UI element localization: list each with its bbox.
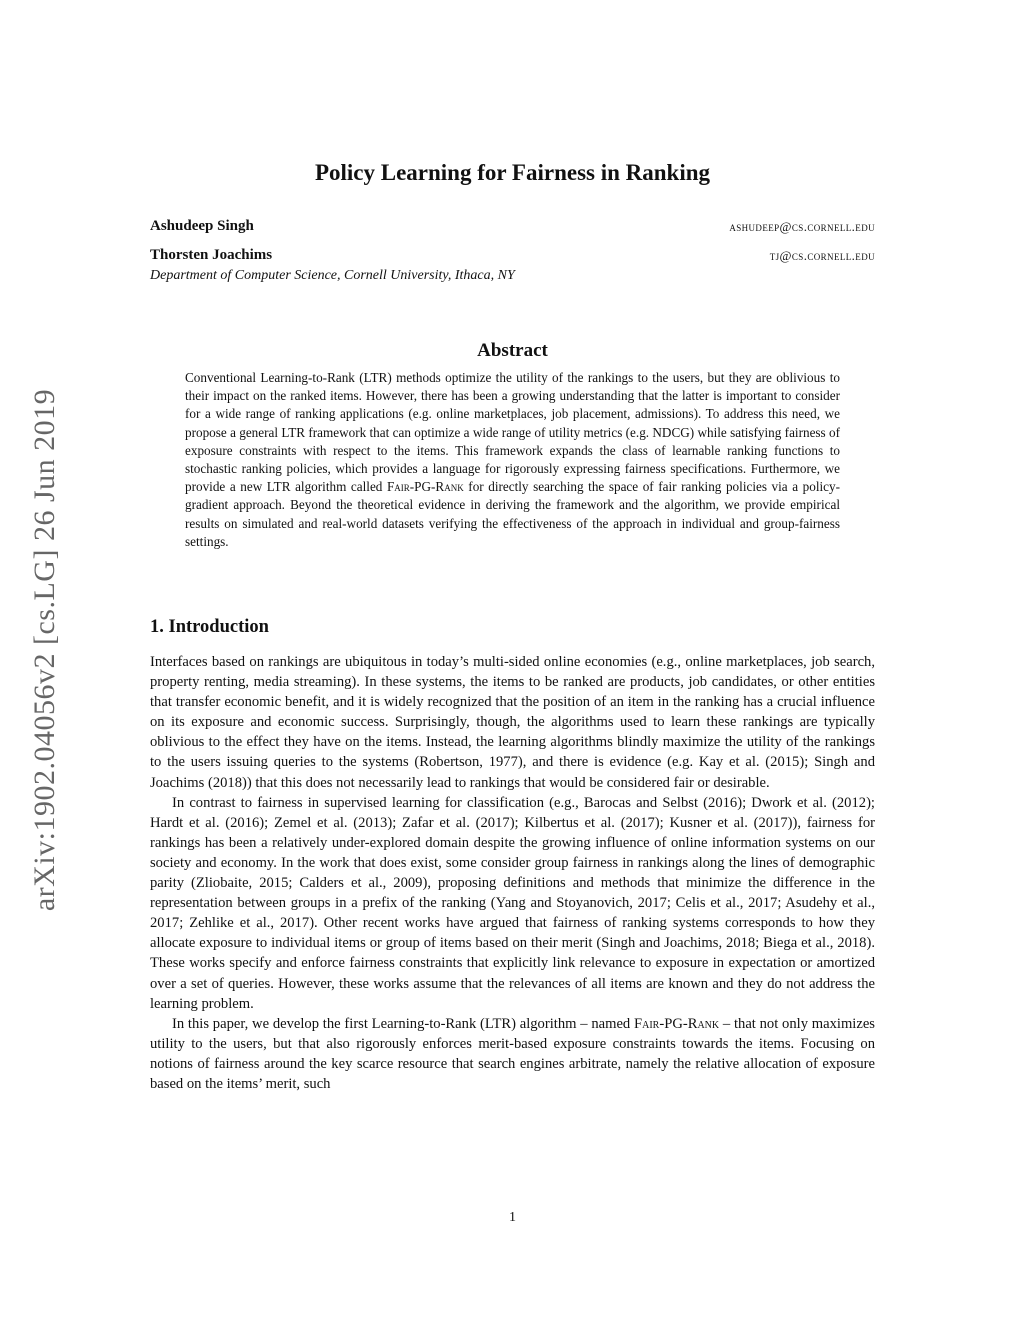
algorithm-name: Fair-PG-Rank xyxy=(634,1015,720,1032)
arxiv-sidebar xyxy=(20,350,70,950)
arxiv-identifier: arXiv:1902.04056v2 [cs.LG] 26 Jun 2019 xyxy=(28,388,61,912)
algorithm-name: Fair-PG-Rank xyxy=(386,479,464,495)
introduction-body xyxy=(150,652,875,1094)
author-email[interactable]: tj@cs.cornell.edu xyxy=(769,248,875,263)
author-row xyxy=(150,247,875,264)
paragraph-text: – that not only maximizes utility to the users, but that also rigorously enforces merit-based exposure constraints towards the items. Focusing on notions of fairness around the key scarce resource that search engines arbitrate, namely the relative allocation of exposure based on the items’ merit, such xyxy=(150,1015,875,1092)
paragraph: In contrast to fairness in supervised learning for classification (e.g., Barocas and Selbst (2016); Dwork et al. (2012); Hardt et al. (2016); Zemel et al. (2013); Zafar et al. (2017); Kilbertus et al. (2017); Kusner et al. (2017)), fairness for rankings has been a relatively under-explored domain despite the growing influence of online information systems on our society and economy. In the work that does exist, some consider group fairness in rankings along the lines of demographic parity (Zliobaite, 2015; Calders et al., 2009), proposing definitions and methods that minimize the difference in the representation between groups in a prefix of the ranking (Yang and Stoyanovich, 2017; Celis et al., 2017; Asudehy et al., 2017; Zehlike et al., 2017). Other recent works have argued that fairness of ranking systems corresponds to how they allocate exposure to individual items or group of items based on their merit (Singh and Joachims, 2018; Biega et al., 2018). These works specify and enforce fairness constraints that explicitly link relevance to exposure in expectation or amortized over a set of queries. However, these works assume that the relevances of all items are known and they do not address the learning problem. xyxy=(150,794,875,1012)
affiliation: Department of Computer Science, Cornell University, Ithaca, NY xyxy=(150,268,515,283)
abstract-text: for directly searching the space of fair ranking policies via a policy-gradient approach. Beyond the theoretical evidence in deriving the framework and the algorithm, we provide empirical results on simulated and real-world datasets verifying the effectiveness of the approach in individual and group-fairness settings. xyxy=(185,479,840,549)
section-heading-introduction: 1. Introduction xyxy=(150,617,269,637)
paper-title: Policy Learning for Fairness in Ranking xyxy=(314,160,711,185)
abstract-text: Conventional Learning-to-Rank (LTR) methods optimize the utility of the rankings to the users, but they are oblivious to their impact on the ranked items. However, there has been a growing understanding that the latter is important to consider for a wide range of ranking applications (e.g. online marketplaces, job placement, admissions). To address this need, we propose a general LTR framework that can optimize a wide range of utility metrics (e.g. NDCG) while satisfying fairness of exposure constraints with respect to the items. This framework expands the class of learnable ranking functions to stochastic ranking policies, which provides a language for rigorously expressing fairness specifications. Furthermore, we provide a new LTR algorithm called xyxy=(185,370,840,495)
author-name: Ashudeep Singh xyxy=(150,218,254,234)
paragraph xyxy=(150,1014,875,1094)
author-email[interactable]: ashudeep@cs.cornell.edu xyxy=(729,219,875,234)
page-number: 1 xyxy=(509,1210,516,1225)
paragraph-text: In this paper, we develop the first Learning-to-Rank (LTR) algorithm – named xyxy=(172,1015,634,1032)
abstract-body xyxy=(185,369,840,551)
paragraph: Interfaces based on rankings are ubiquitous in today’s multi-sided online economies (e.g., online marketplaces, job search, property renting, media streaming). In these systems, the items to be ranked are products, job candidates, or other entities that transfer economic benefit, and it is widely recognized that the position of an item in the ranking has a crucial influence on its exposure and economic success. Surprisingly, though, the algorithms used to learn these rankings are typically oblivious to the effect they have on the items. Instead, the learning algorithms blindly maximize the utility of the rankings to the users issuing queries to the systems (Robertson, 1977), and there is evidence (e.g. Kay et al. (2015); Singh and Joachims (2018)) that this does not necessarily lead to rankings that would be considered fair or desirable. xyxy=(150,654,875,791)
author-row xyxy=(150,218,875,235)
abstract-heading: Abstract xyxy=(477,340,548,361)
author-name: Thorsten Joachims xyxy=(150,247,273,263)
